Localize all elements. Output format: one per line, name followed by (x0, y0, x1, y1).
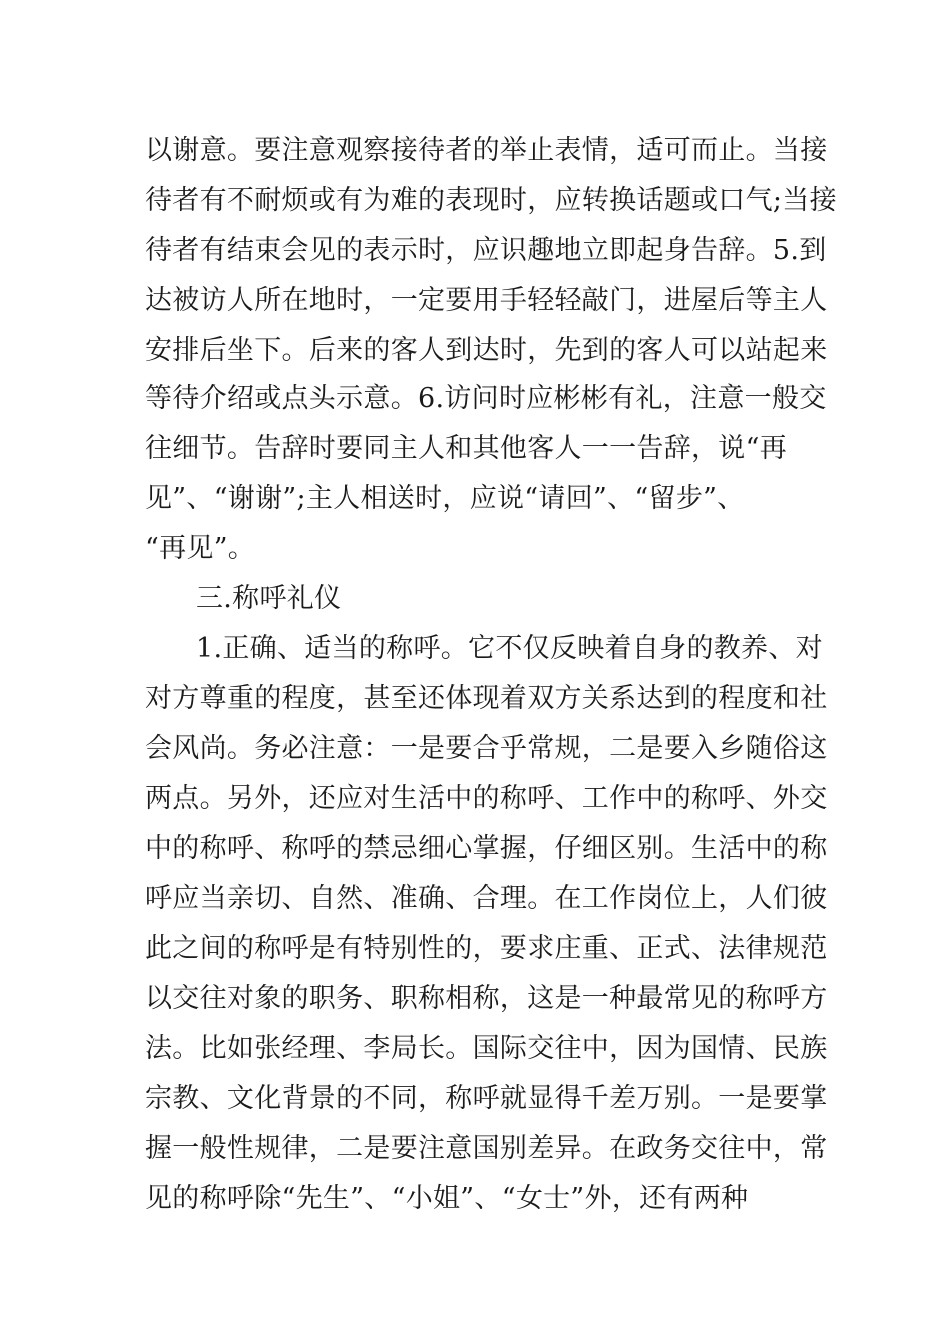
text-line: 两点。另外，还应对生活中的称呼、工作中的称呼、外交 (145, 783, 828, 814)
text-line: 会风尚。务必注意：一是要合乎常规，二是要入乡随俗这 (145, 733, 828, 764)
text-line: “再见”。 (145, 533, 256, 564)
text-line: 以交往对象的职务、职称相称，这是一种最常见的称呼方 (145, 983, 828, 1014)
text-line: 往细节。告辞时要同主人和其他客人一一告辞，说“再 (145, 433, 788, 464)
text-line: 此之间的称呼是有特别性的，要求庄重、正式、法律规范 (145, 933, 828, 964)
text-line: 见的称呼除“先生”、“小姐”、“女士”外，还有两种 (145, 1183, 749, 1214)
text-line: 安排后坐下。后来的客人到达时，先到的客人可以站起来 (145, 335, 828, 366)
text-line: 待者有不耐烦或有为难的表现时，应转换话题或口气;当接 (145, 185, 837, 216)
text-line: 等待介绍或点头示意。6.访问时应彬彬有礼，注意一般交 (145, 383, 827, 414)
text-line: 宗教、文化背景的不同，称呼就显得千差万别。一是要掌 (145, 1083, 828, 1114)
text-line: 握一般性规律，二是要注意国别差异。在政务交往中，常 (145, 1133, 828, 1164)
text-line: 法。比如张经理、李局长。国际交往中，因为国情、民族 (145, 1033, 828, 1064)
text-line: 呼应当亲切、自然、准确、合理。在工作岗位上，人们彼 (145, 883, 828, 914)
text-line: 对方尊重的程度，甚至还体现着双方关系达到的程度和社 (145, 683, 828, 714)
text-line: 中的称呼、称呼的禁忌细心掌握，仔细区别。生活中的称 (145, 833, 828, 864)
text-line: 待者有结束会见的表示时，应识趣地立即起身告辞。5.到 (145, 235, 827, 266)
text-line: 见”、“谢谢”;主人相送时，应说“请回”、“留步”、 (145, 483, 745, 514)
text-line: 以谢意。要注意观察接待者的举止表情，适可而止。当接 (145, 135, 828, 166)
section-heading: 三.称呼礼仪 (196, 583, 342, 614)
text-line: 1.正确、适当的称呼。它不仅反映着自身的教养、对 (196, 633, 823, 664)
text-line: 达被访人所在地时，一定要用手轻轻敲门，进屋后等主人 (145, 285, 828, 316)
